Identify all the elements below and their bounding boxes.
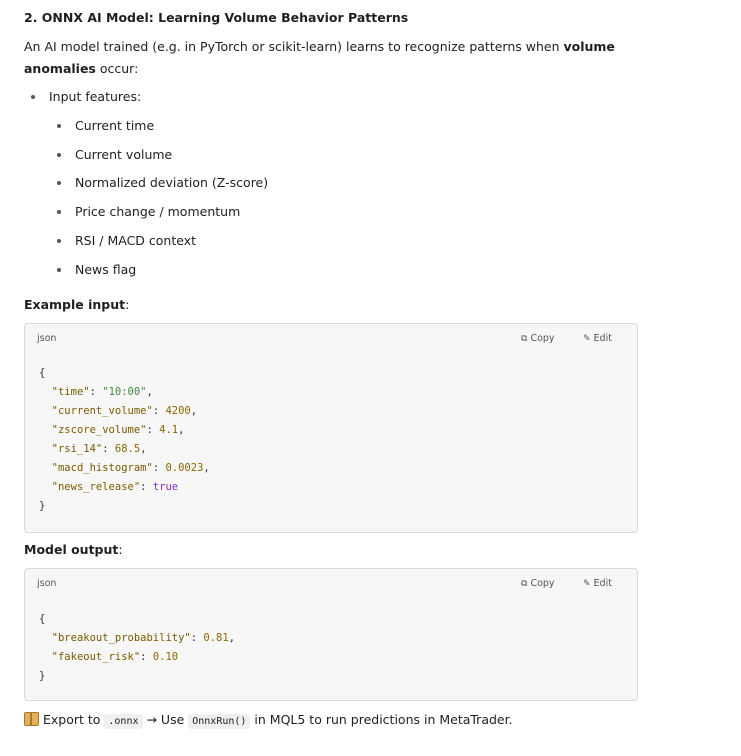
- code-value: 4.1: [159, 424, 179, 436]
- code-brace: }: [39, 670, 46, 682]
- code-comma: ,: [146, 386, 153, 398]
- code-line: "news_release": true: [51, 481, 179, 493]
- bullet-icon: [57, 124, 61, 128]
- code-value: 0.10: [152, 651, 179, 663]
- intro-bold: volume anomalies: [24, 39, 615, 76]
- code-line: "macd_histogram": 0.0023,: [51, 462, 210, 474]
- list-item-label: RSI / MACD context: [75, 233, 197, 248]
- code-line: "rsi_14": 68.5,: [51, 443, 147, 455]
- example-input-label: [24, 297, 129, 312]
- code-key: "breakout_probability": [51, 632, 191, 644]
- copy-button[interactable]: [521, 333, 555, 344]
- code-comma: ,: [190, 405, 198, 417]
- edit-label: Edit: [593, 333, 612, 344]
- label-colon: :: [125, 297, 130, 312]
- pencil-icon: ✎: [583, 334, 591, 344]
- code-header: [25, 324, 637, 354]
- edit-button[interactable]: [583, 578, 612, 589]
- code-line: "current_volume": 4200,: [51, 405, 198, 417]
- copy-label: Copy: [530, 333, 555, 344]
- code-brace: }: [39, 500, 46, 512]
- list-item: [75, 145, 172, 165]
- code-line: "zscore_volume": 4.1,: [51, 424, 185, 436]
- code-content: [25, 599, 637, 686]
- code-value: 68.5: [114, 443, 141, 455]
- bullet-icon: [57, 268, 61, 272]
- code-line: "breakout_probability": 0.81,: [51, 632, 236, 644]
- bullet-icon: [57, 181, 61, 185]
- label-text: Example input: [24, 297, 126, 312]
- label-colon: :: [118, 542, 123, 557]
- list-item: [75, 231, 196, 251]
- code-comma: ,: [140, 443, 147, 455]
- code-comma: ,: [228, 632, 236, 644]
- note-text: Export to: [39, 712, 105, 727]
- list-item-label: Input features:: [49, 89, 142, 104]
- note-text: in MQL5 to run predictions in MetaTrader.: [250, 712, 513, 727]
- code-block-example: [24, 323, 638, 533]
- note-text: → Use: [142, 712, 189, 727]
- code-value: 0.81: [203, 632, 229, 644]
- code-key: "rsi_14": [51, 443, 103, 455]
- code-key: "time": [51, 386, 90, 398]
- intro-text: An AI model trained (e.g. in PyTorch or scikit-learn) learns to recognize patterns when: [24, 39, 564, 54]
- list-item: [75, 116, 154, 136]
- code-value: 0.0023: [165, 462, 204, 474]
- bullet-icon: [57, 239, 61, 243]
- list-item-label: Current volume: [75, 147, 173, 162]
- code-brace: {: [39, 613, 46, 625]
- list-item-input-features: [49, 87, 141, 107]
- code-content: [25, 354, 637, 516]
- list-item-label: Current time: [75, 118, 155, 133]
- code-value: true: [152, 481, 179, 493]
- list-item: [75, 173, 268, 193]
- list-item-label: News flag: [75, 262, 137, 277]
- code-value: "10:00": [102, 386, 147, 398]
- code-key: "zscore_volume": [51, 424, 147, 436]
- edit-button[interactable]: [583, 333, 612, 344]
- code-key: "current_volume": [51, 405, 153, 417]
- copy-icon: ⧉: [521, 334, 528, 344]
- code-key: "news_release": [51, 481, 141, 493]
- code-language: json: [37, 578, 57, 589]
- list-item-label: Normalized deviation (Z-score): [75, 175, 269, 190]
- package-icon: [24, 712, 39, 726]
- copy-icon: ⧉: [521, 579, 528, 589]
- code-comma: ,: [203, 462, 210, 474]
- model-output-label: [24, 542, 123, 557]
- code-language: json: [37, 333, 57, 344]
- intro-paragraph: [24, 36, 638, 80]
- code-line: "fakeout_risk": 0.10: [51, 651, 179, 663]
- bullet-icon: [57, 210, 61, 214]
- inline-code-onnxrun: OnnxRun(): [188, 714, 250, 729]
- copy-label: Copy: [530, 578, 555, 589]
- list-item-label: Price change / momentum: [75, 204, 241, 219]
- code-key: "macd_histogram": [51, 462, 153, 474]
- copy-button[interactable]: [521, 578, 555, 589]
- bullet-icon: [57, 153, 61, 157]
- list-item: [75, 202, 240, 222]
- code-line: "time": "10:00",: [51, 386, 153, 398]
- code-comma: ,: [178, 424, 185, 436]
- label-text: Model output: [24, 542, 119, 557]
- edit-label: Edit: [593, 578, 612, 589]
- code-header: [25, 569, 637, 599]
- code-brace: {: [39, 367, 46, 379]
- inline-code-onnx: .onnx: [104, 714, 142, 729]
- intro-text-end: occur:: [95, 61, 139, 76]
- pencil-icon: ✎: [583, 579, 591, 589]
- export-note: [24, 710, 513, 732]
- section-heading: 2. ONNX AI Model: Learning Volume Behavior Patterns: [24, 10, 409, 25]
- list-item: [75, 260, 136, 280]
- code-key: "fakeout_risk": [51, 651, 141, 663]
- bullet-icon: [31, 95, 35, 99]
- code-block-output: [24, 568, 638, 701]
- code-value: 4200: [165, 405, 191, 417]
